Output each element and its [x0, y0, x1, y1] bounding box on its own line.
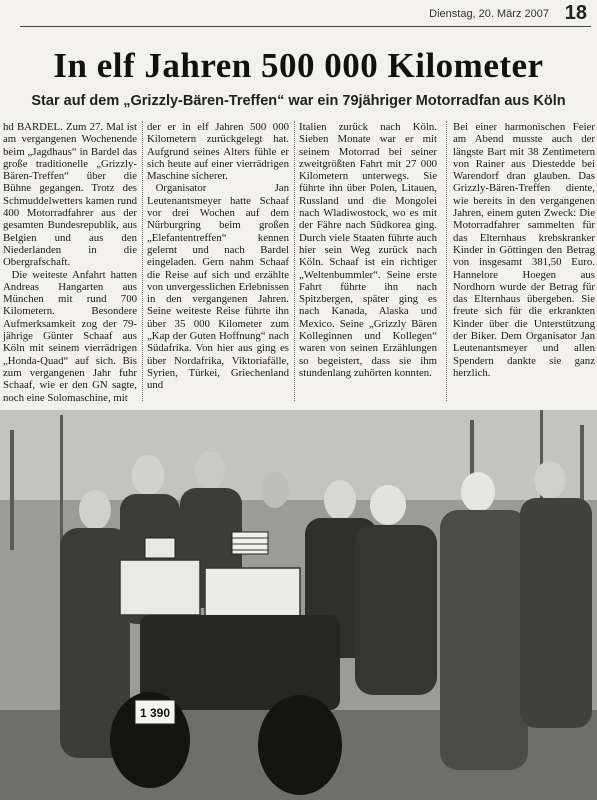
article-paragraph: Italien zurück nach Köln. Sieben Monate war er mit seinem Motorrad bei seiner zweitgrößten Fahrt mit 27 000 Kilometern unterwegs. Sie führte ihn über Polen, Litauen, Russland und die Mongolei nach Wladiwostock, wo es mit der Fähre nach Südkorea ging. Durch viele Staaten führte auch hier sein Weg zurück nach Köln. Schaaf ist ein richtiger „Weltenbummler“. Seine erste Fahrt führte ihn nach Spitzbergen, später ging es nach Kanada, Alaska und Mexico. Seine „Grizzly Bären Kolleginnen und Kollegen“ waren von seinen Erzählungen so begeistert, dass sie ihm stundenlang zuhörten konnten. [299, 121, 437, 379]
article-column-4 [453, 121, 595, 411]
headline: In elf Jahren 500 000 Kilometer [53, 46, 544, 85]
issue-date: Dienstag, 20. März 2007 [429, 8, 549, 20]
page-number: 18 [564, 2, 587, 24]
photo-illustration [0, 410, 597, 800]
article-paragraph: Die weiteste Anfahrt hatten Andreas Hangarten aus München mit rund 700 Kilometern. Besondere Aufmerksamkeit zog der 79-jährige Günter Schaaf aus Köln mit seinem vierrädrigen „Honda-Quad“ auf sich. Bis zum vergangenen Jahr fuhr Schaaf, wie er den GN sagte, noch eine Solomaschine, mit [3, 268, 137, 404]
article-column-2 [147, 121, 289, 411]
article-column-3 [299, 121, 437, 411]
column-divider [446, 121, 447, 401]
article-paragraph: der er in elf Jahren 500 000 Kilometern zurückgelegt hat. Aufgrund seines Alters fühle er sich heute auf einer vierrädrigen Maschine sicherer. [147, 121, 289, 183]
column-divider [142, 121, 143, 401]
article-paragraph: Organisator Jan Leutenantsmeyer hatte Schaaf vor drei Wochen auf dem Nürburgring beim großen „Elefantentreffen“ kennen gelernt und nach Bardel eingeladen. Gern nahm Schaaf die Reise auf sich und erzählte von unvergesslichen Erlebnissen in den vergangenen Jahren. Seine weiteste Reise führte ihn über 35 000 Kilometer zum „Kap der Guten Hoffnung“ nach Südafrika. Von hier aus ging es über Nordafrika, Viktoriafälle, Syrien, Türkei, Griechenland und [147, 182, 289, 392]
article-paragraph: hd BARDEL. Zum 27. Mal ist am vergangenen Wochenende beim „Jagdhaus“ in Bardel das große traditionelle „Grizzly-Bären-Treffen“ über die Bühne gegangen. Trotz des Schmuddelwetters kamen rund 400 Motorradfahrer aus der gesamten Bundesrepublik, aus Belgien und aus den Niederlanden in die Obergrafschaft. [3, 121, 137, 269]
header-rule [20, 26, 591, 27]
article-column-1 [3, 121, 137, 411]
article-paragraph: Bei einer harmonischen Feier am Abend musste auch der längste Bart mit 38 Zentimetern von Rainer aus Diestedde bei Warendorf dran glauben. Das Grizzly-Bären-Treffen diente, wie bereits in den vergangenen Jahren, einem guten Zweck: Die Motorradfahrer sammelten für das Elternhaus krebskranker Kinder in Göttingen den Betrag von insgesamt 381,50 Euro. Hannelore Hoegen aus Nordhorn wurde der Betrag für das Elternhaus übergeben. Sie freute sich für die erkrankten Kinder über die Unterstützung der Biker. Dem Organisator Jan Leutenantsmeyer und allen Spendern dankte sie ganz herzlich. [453, 121, 595, 379]
subheadline: Star auf dem „Grizzly-Bären-Treffen“ war ein 79jähriger Motorradfan aus Köln [31, 93, 566, 109]
license-plate: 1 390 [139, 706, 171, 720]
column-divider [294, 121, 295, 401]
group-photo [0, 410, 597, 800]
